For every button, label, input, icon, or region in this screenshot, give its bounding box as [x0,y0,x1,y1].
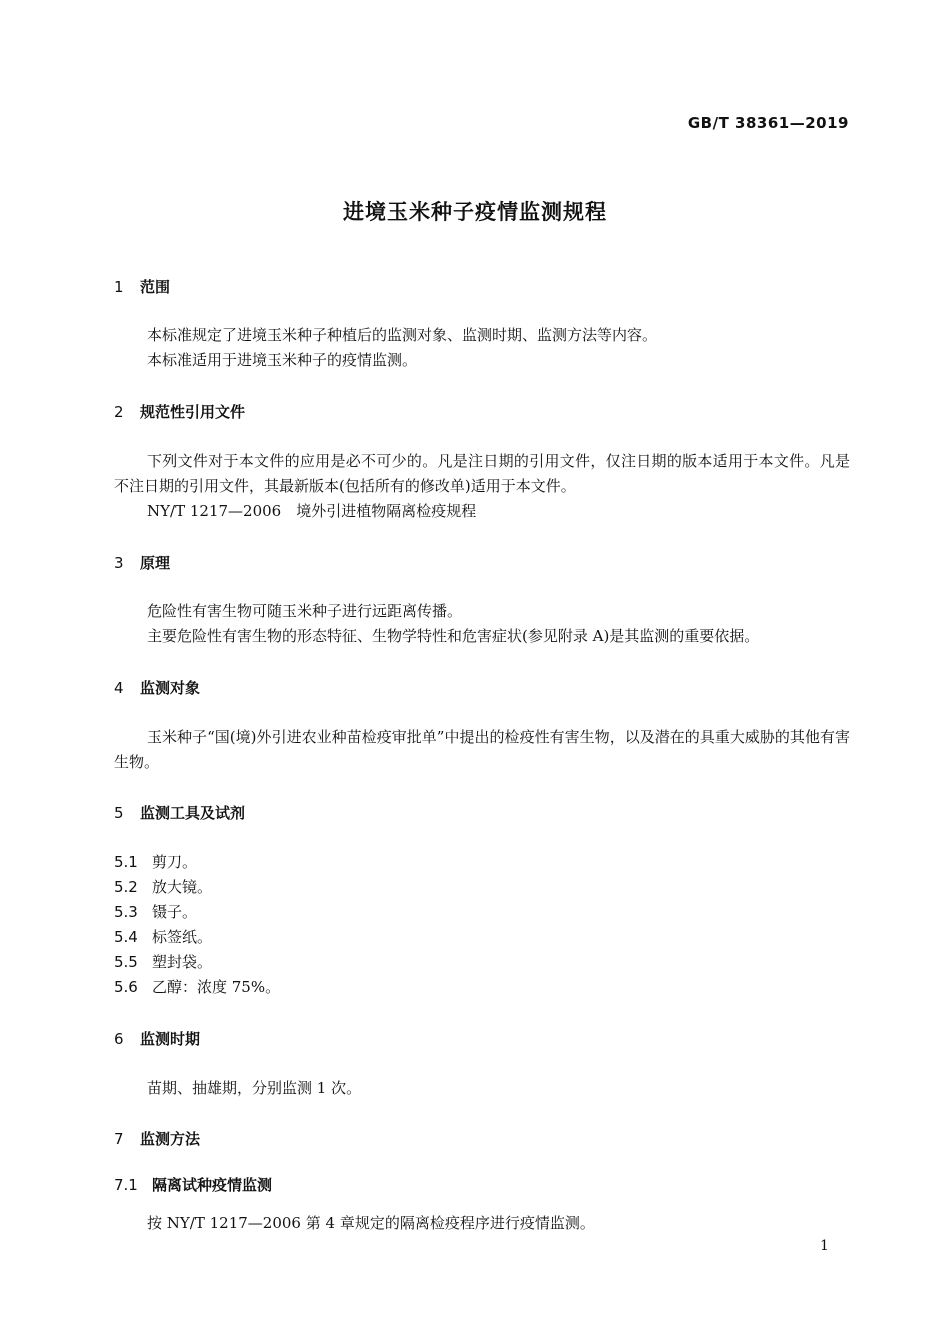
subsection-7-1-paragraph-1: 按 NY/T 1217—2006 第 4 章规定的隔离检疫程序进行疫情监测。 [147,1214,595,1232]
section-2-heading [114,401,245,422]
normative-reference: NY/T 1217—2006 境外引进植物隔离检疫规程 [147,502,477,520]
subsection-7-1-heading [114,1174,272,1195]
list-item [114,951,212,972]
section-7-heading [114,1128,200,1149]
section-number: 7 [114,1130,124,1148]
item-number: 5.5 [114,953,138,971]
section-title: 监测方法 [140,1130,201,1148]
subsection-number: 7.1 [114,1176,138,1194]
section-6-heading [114,1028,200,1049]
list-item [114,901,197,922]
section-5-heading [114,802,245,823]
item-number: 5.3 [114,903,138,921]
item-number: 5.1 [114,853,138,871]
section-4-heading [114,677,200,698]
section-title: 规范性引用文件 [140,403,246,421]
item-text: 镊子。 [152,903,198,921]
section-4-paragraph-1: 玉米种子“国(境)外引进农业种苗检疫审批单”中提出的检疫性有害生物，以及潜在的具重大威胁的其他有害生物。 [114,728,850,771]
item-number: 5.4 [114,928,138,946]
section-3-heading [114,552,170,573]
item-text: 标签纸。 [152,928,213,946]
standard-code: GB/T 38361—2019 [687,114,849,132]
section-number: 1 [114,278,124,296]
section-number: 4 [114,679,124,697]
list-item [114,976,280,997]
section-number: 5 [114,804,124,822]
section-title: 监测时期 [140,1030,201,1048]
section-number: 6 [114,1030,124,1048]
page-number: 1 [820,1238,829,1254]
subsection-title: 隔离试种疫情监测 [152,1176,273,1194]
item-text: 放大镜。 [152,878,213,896]
section-1-heading [114,276,170,297]
list-item [114,851,197,872]
section-3-paragraph-1: 危险性有害生物可随玉米种子进行远距离传播。 [147,602,463,620]
section-title: 监测工具及试剂 [140,804,246,822]
section-title: 原理 [140,554,171,572]
section-number: 2 [114,403,124,421]
list-item [114,876,212,897]
item-number: 5.2 [114,878,138,896]
section-title: 监测对象 [140,679,201,697]
item-text: 乙醇：浓度 75%。 [152,978,281,996]
list-item [114,926,212,947]
section-1-paragraph-1: 本标准规定了进境玉米种子种植后的监测对象、监测时期、监测方法等内容。 [147,326,658,344]
item-text: 剪刀。 [152,853,198,871]
section-1-paragraph-2: 本标准适用于进境玉米种子的疫情监测。 [147,351,418,369]
document-title: 进境玉米种子疫情监测规程 [343,200,607,224]
section-6-paragraph-1: 苗期、抽雄期，分别监测 1 次。 [147,1079,362,1097]
section-title: 范围 [140,278,171,296]
item-text: 塑封袋。 [152,953,213,971]
section-number: 3 [114,554,124,572]
item-number: 5.6 [114,978,138,996]
section-3-paragraph-2: 主要危险性有害生物的形态特征、生物学特性和危害症状(参见附录 A)是其监测的重要依据。 [147,627,760,645]
section-2-paragraph-1: 下列文件对于本文件的应用是必不可少的。凡是注日期的引用文件，仅注日期的版本适用于本文件。凡是不注日期的引用文件，其最新版本(包括所有的修改单)适用于本文件。 [114,452,850,495]
